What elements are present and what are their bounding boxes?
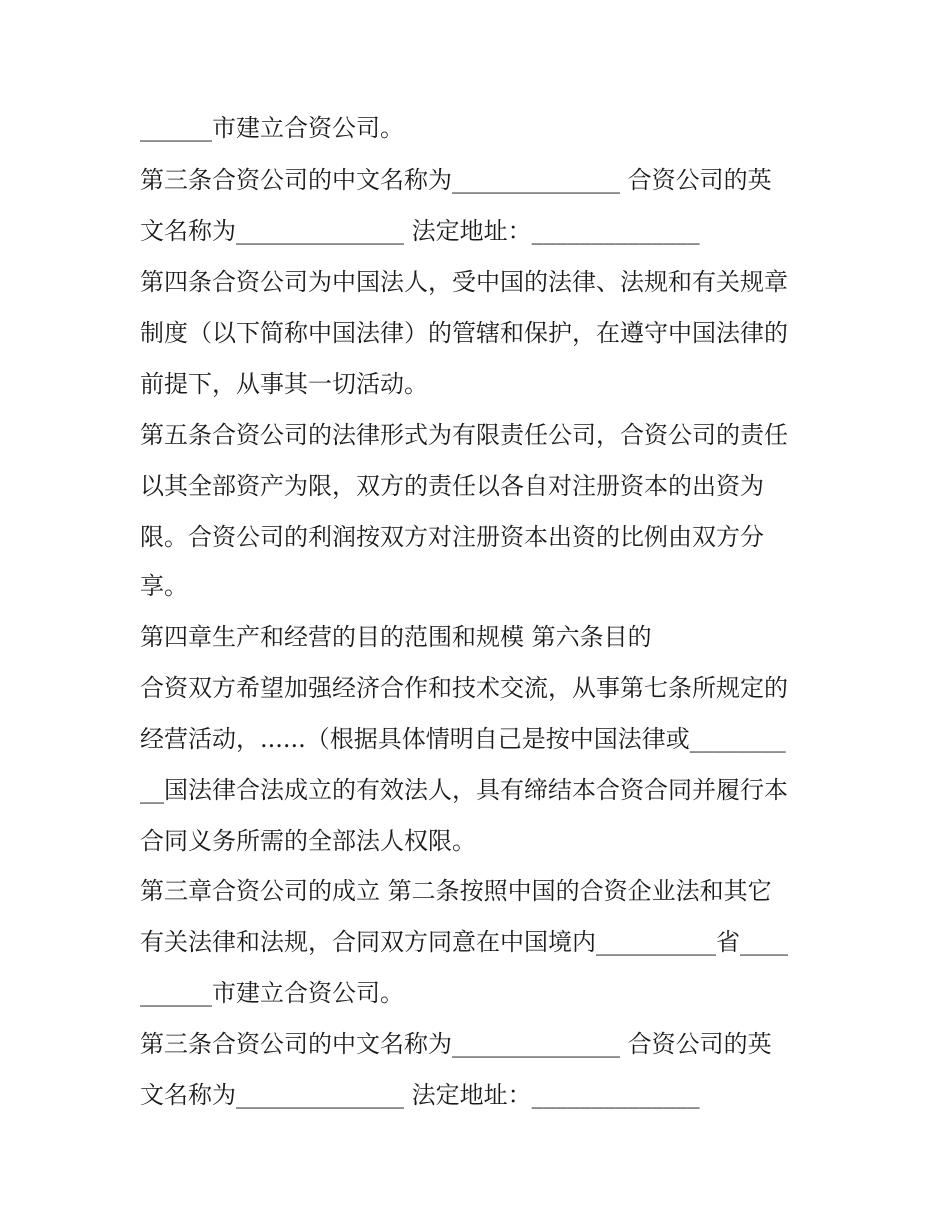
paragraph-line-5: 制度（以下简称中国法律）的管辖和保护，在遵守中国法律的 — [140, 319, 788, 347]
paragraph-line-12: 合资双方希望加强经济合作和技术交流，从事第七条所规定的 — [140, 674, 788, 702]
paragraph-line-7: 第五条合资公司的法律形式为有限责任公司，合资公司的责任 — [140, 421, 788, 449]
chapter-heading-line: 第四章生产和经营的目的范围和规模 第六条目的 — [140, 623, 652, 651]
paragraph-line-10: 享。 — [140, 572, 188, 600]
paragraph-line-14: __国法律合法成立的有效法人，具有缔结本合资合同并履行本 — [140, 776, 788, 804]
paragraph-line-8: 以其全部资产为限，双方的责任以各自对注册资本的出资为 — [140, 472, 764, 500]
paragraph-line-6: 前提下，从事其一切活动。 — [140, 370, 428, 398]
chapter-heading-line: 第三章合资公司的成立 第二条按照中国的合资企业法和其它 — [140, 877, 772, 905]
paragraph-line-9: 限。合资公司的利润按双方对注册资本出资的比例由双方分 — [140, 523, 764, 551]
paragraph-line-3: 文名称为______________ 法定地址：______________ — [140, 217, 700, 245]
paragraph-line-2: 第三条合资公司的中文名称为______________ 合资公司的英 — [140, 166, 772, 194]
paragraph-line-20: 文名称为______________ 法定地址：______________ — [140, 1081, 700, 1109]
paragraph-line-1: ______市建立合资公司。 — [140, 114, 404, 142]
paragraph-line-13: 经营活动，......（根据具体情明自己是按中国法律或________ — [140, 725, 786, 753]
paragraph-line-4: 第四条合资公司为中国法人，受中国的法律、法规和有关规章 — [140, 268, 788, 296]
paragraph-line-18: ______市建立合资公司。 — [140, 979, 404, 1007]
paragraph-line-15: 合同义务所需的全部法人权限。 — [140, 827, 476, 855]
paragraph-line-19: 第三条合资公司的中文名称为______________ 合资公司的英 — [140, 1030, 772, 1058]
paragraph-line-17: 有关法律和法规，合同双方同意在中国境内__________省____ — [140, 928, 788, 956]
